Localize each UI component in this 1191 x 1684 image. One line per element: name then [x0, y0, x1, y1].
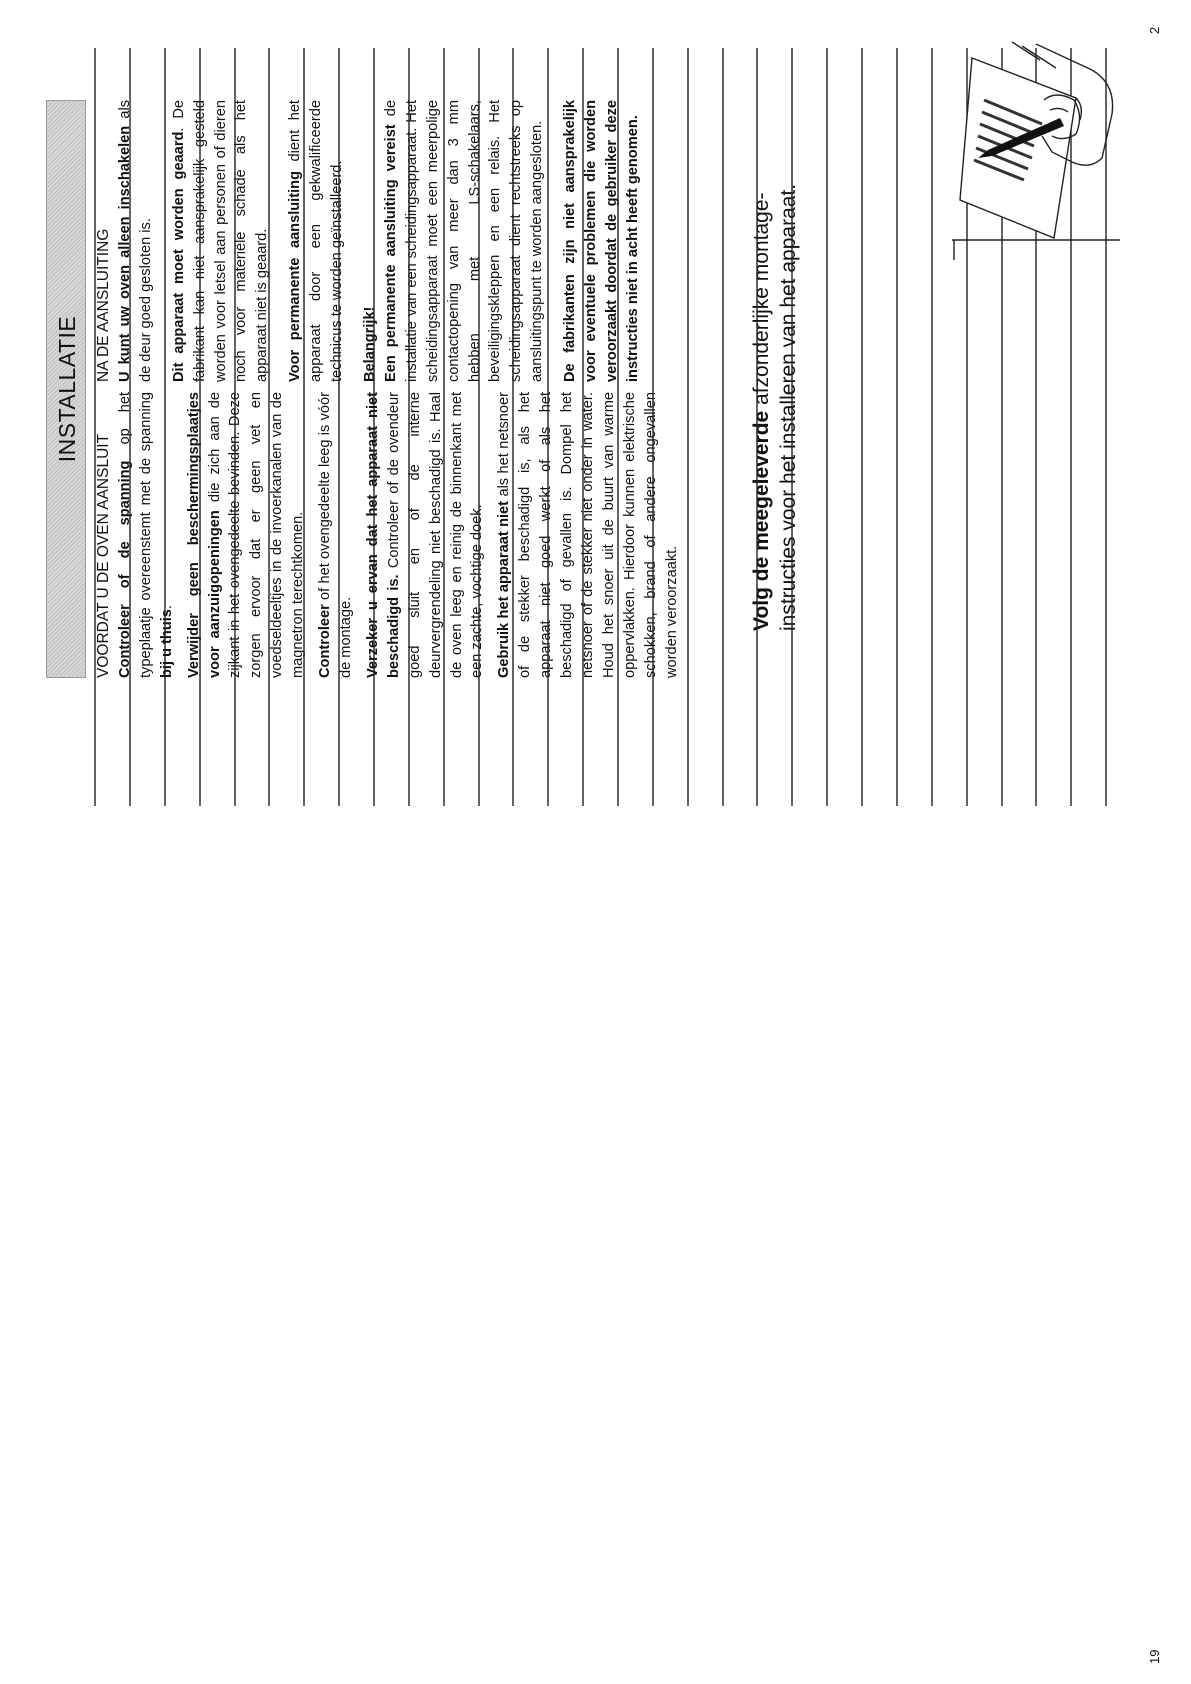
- damage-check-paragraph: Verzeker u ervan dat het apparaat niet beschadigd is. Controleer of de ovendeur goed sluit en of de interne deurvergrendeling niet beschadigd is. Haal de oven leeg en reinig de binnenkant met een zachte, vochtige doek.: [364, 392, 486, 678]
- do-not-use-paragraph: Gebruik het apparaat niet als het netsnoer of de stekker beschadigd is, als het apparaat niet goed werkt of als het beschadigd of gevallen is. Dompel het netsnoer of de stekker niet onder in water. Houd het snoer uit de buurt van warme oppervlakken. Hierdoor kunnen elektrische schokken, brand of andere ongevallen worden veroorzaakt.: [496, 391, 680, 678]
- liability-paragraph: De fabrikanten zijn niet aansprakelijk voor eventuele problemen die worden veroorzaakt doordat de gebruiker deze instructies niet in acht heeft genomen.: [562, 100, 641, 382]
- protection-plates-paragraph: Verwijder geen beschermingsplaatjes voor aanzuigopeningen die zich aan de zijkant in het ovengedeelte bevinden. Deze zorgen ervoor dat er geen vet en voedseldeeltjes in de invoerkanalen van de magnetron terechtkomen.: [185, 392, 307, 678]
- empty-oven-paragraph: Controleer of het ovengedeelte leeg is vóór de montage.: [317, 392, 354, 678]
- grounding-paragraph: Dit apparaat moet worden geaard. De fabrikant kan niet aansprakelijk gesteld worden voor letsel aan personen of dieren noch voor materiële schade als het apparaat niet is geaard.: [170, 99, 271, 382]
- after-connection-heading: NA DE AANSLUITING: [95, 228, 112, 382]
- assembly-instructions-note: Volg de meegeleverde afzonderlijke montage-instructies voor het installeren van het apparaat.: [750, 183, 800, 631]
- hand-writing-on-document-icon: [952, 40, 1120, 260]
- page-number-19: 19: [1147, 1649, 1162, 1664]
- page-number-2: 2: [1147, 26, 1162, 34]
- page-title: INSTALLATIE: [54, 315, 80, 463]
- permanent-connection-paragraph: Voor permanente aansluiting dient het apparaat door een gekwalificeerde technicus te worden geïnstalleerd.: [287, 100, 346, 382]
- door-closed-paragraph: U kunt uw oven alleen inschakelen als de deur goed gesloten is.: [116, 100, 154, 382]
- important-paragraph: Belangrijk! Een permanente aansluiting vereist de installatie van een scheidingsapparaat. Het scheidingsapparaat moet een meerpolige contactopening van meer dan 3 mm hebben met LS-schakelaars, beveiligingskleppen en een relais. Het scheidingsapparaat dient rechtstreeks op aansluitingspunt te worden aangesloten.: [361, 100, 546, 382]
- voltage-paragraph: Controleer of de spanning op het typeplaatje overeenstemt met de spanning bij u thuis.: [116, 392, 175, 678]
- before-connection-heading: VOORDAT U DE OVEN AANSLUIT: [95, 433, 112, 678]
